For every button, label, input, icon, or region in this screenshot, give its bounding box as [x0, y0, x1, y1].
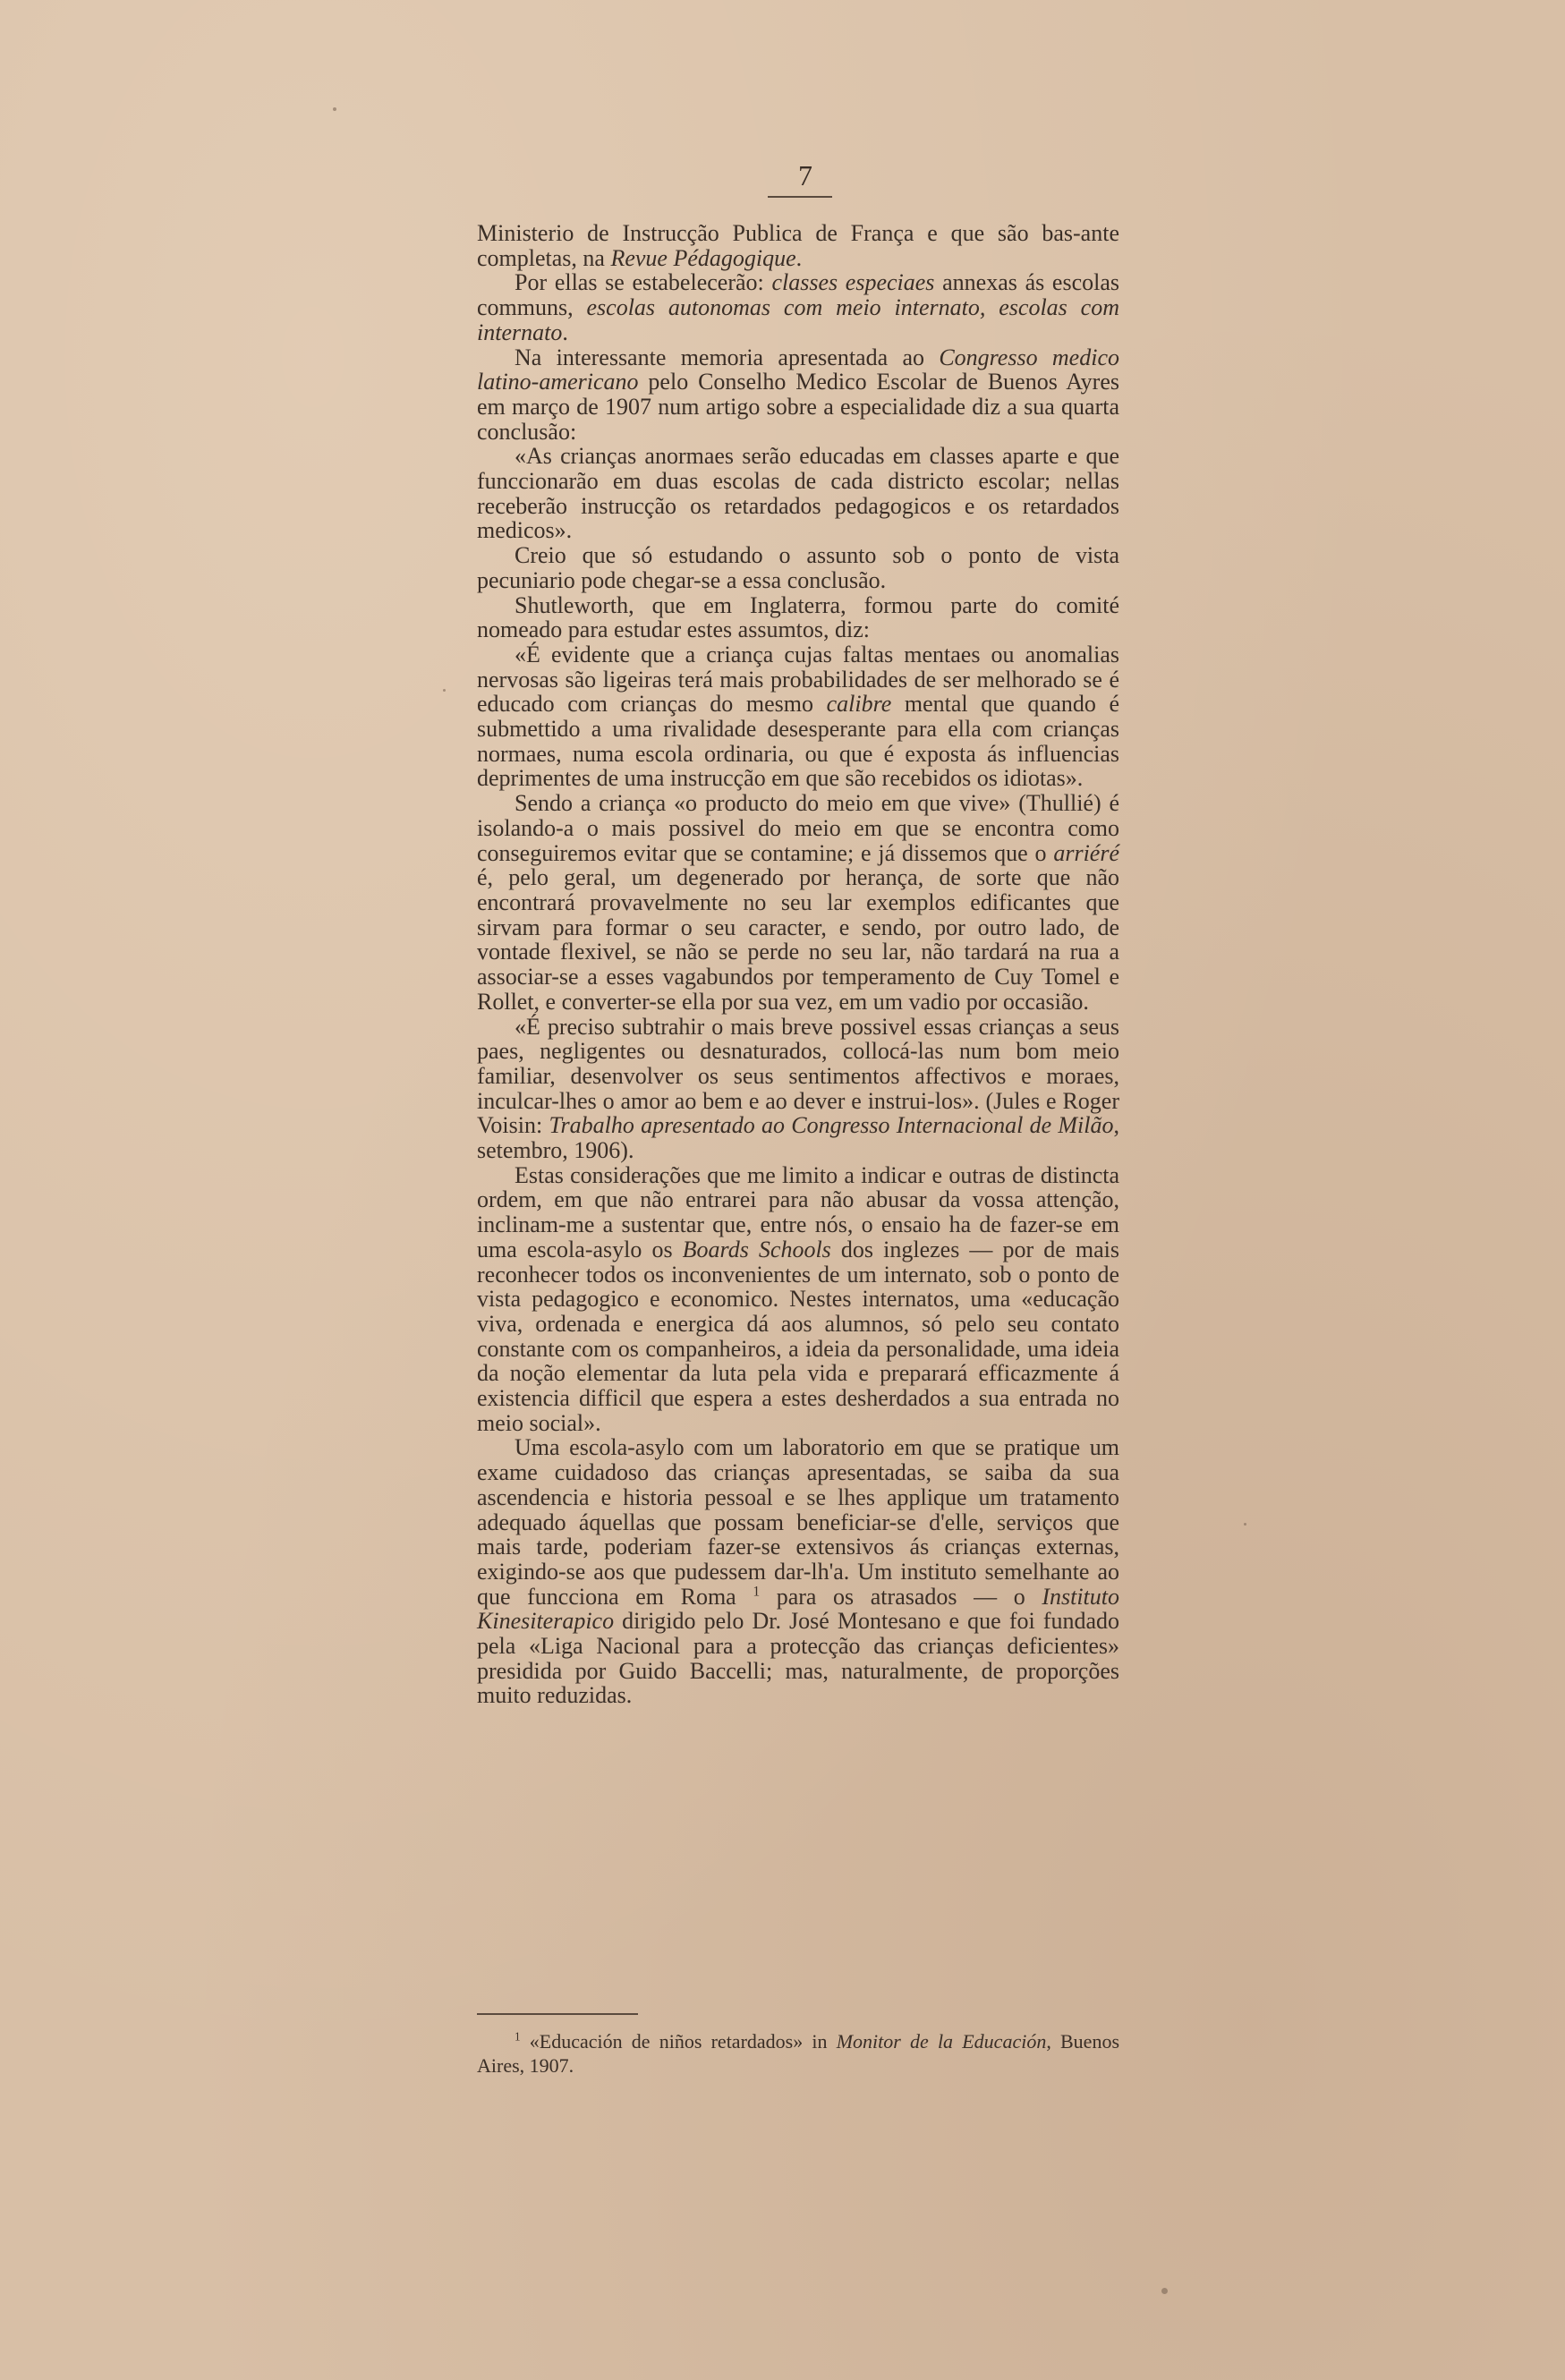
paragraph-9-quote: «É preciso subtrahir o mais breve possivel essas crianças a seus paes, negligentes ou desnaturados, collocá-las num bom meio familiar, desenvolver os seus sentimentos affectivos e moraes, inculcar-lhes o amor ao bem e ao dever e instrui-los». (Jules e Roger Voisin: Trabalho apresentado ao Congresso Internacional de Milão, setembro, 1906).: [477, 1013, 1119, 1164]
paper-speck: [1161, 2288, 1168, 2294]
paragraph-10: Estas considerações que me limito a indicar e outras de distincta ordem, em que não entrarei para não abusar da vossa attenção, inclinam-me a sustentar que, entre nós, o ensaio ha de fazer-se em uma escola-asylo os Boards Schools dos inglezes — por de mais reconhecer todos os inconvenientes de um internato, sob o ponto de vista pedagogico e economico. Nestes internatos, uma «educação viva, ordenada e energica dá aos alumnos, só pelo seu contato constante com os companheiros, a ideia da personalidade, uma ideia da noção elementar da luta pela vida e preparará efficazmente á existencia difficil que espera a estes desherdados a sua entrada no meio social».: [477, 1161, 1119, 1436]
paragraph-2: Por ellas se estabelecerão: classes especiaes annexas ás escolas communs, escolas autonomas com meio internato, escolas com internato.: [477, 269, 1120, 345]
page-number-rule: [768, 196, 832, 198]
paper-speck: [333, 107, 336, 111]
paragraph-6: Shutleworth, que em Inglaterra, formou parte do comité nomeado para estudar estes assumtos, diz:: [477, 591, 1119, 643]
paragraph-11: Uma escola-asylo com um laboratorio em que se pratique um exame cuidadoso das crianças apresentadas, se saiba da sua ascendencia e historia pessoal e se lhes applique um tratamento adequado áquellas que possam beneficiar-se d'elle, serviços que mais tarde, poderiam fazer-se extensivos ás crianças externas, exigindo-se aos que pudessem dar-lh'a. Um instituto semelhante ao que funcciona em Roma $^1$ para os atrasados — o Instituto Kinesiterapico dirigido pelo Dr. José Montesano e que foi fundado pela «Liga Nacional para a protecção das crianças deficientes» presidida por Guido Baccelli; mas, naturalmente, de proporções muito reduzidas.: [477, 1434, 1119, 1709]
footnote-reference: 1: [753, 1584, 761, 1600]
paper-speck: [443, 689, 446, 692]
footnote-marker: 1: [515, 2029, 521, 2044]
paragraph-1: Ministerio de Instrucção Publica de França e que são bas-ante completas, na Revue Pédagogique.: [477, 220, 1119, 271]
paragraph-7-quote: «É evidente que a criança cujas faltas mentaes ou anomalias nervosas são ligeiras terá mais probabilidades de ser melhorado se é educado com crianças do mesmo calibre mental que quando é submettido a uma rivalidade desesperante para ella com crianças normaes, numa escola ordinaria, ou que é exposta ás influencias deprimentes de uma instrucção em que são recebidos os idiotas».: [477, 641, 1119, 792]
page-number: 7: [798, 159, 812, 191]
paragraph-3: Na interessante memoria apresentada ao Congresso medico latino-americano pelo Conselho Medico Escolar de Buenos Ayres em março de 1907 num artigo sobre a especialidade diz a sua quarta conclusão:: [477, 344, 1119, 445]
paragraph-8: Sendo a criança «o producto do meio em que vive» (Thullié) é isolando-a o mais possivel do meio em que se encontra como conseguiremos evitar que se contamine; e já dissemos que o arriéré é, pelo geral, um degenerado por herança, de sorte que não encontrará provavelmente no seu lar exemplos edificantes que sirvam para formar o seu caracter, e sendo, por outro lado, de vontade flexivel, se não se perde no seu lar, não tardará na rua a associar-se a esses vagabundos por temperamento de Cuy Tomel e Rollet, e converter-se ella por sua vez, em um vadio por occasião.: [477, 790, 1119, 1015]
paragraph-4-quote: «As crianças anormaes serão educadas em classes aparte e que funccionarão em duas escolas de cada districto escolar; nellas receberão instrucção os retardados pedagogicos e os retardados medicos».: [477, 443, 1119, 544]
paper-speck: [1244, 1523, 1246, 1526]
paragraph-5: Creio que só estudando o assunto sob o ponto de vista pecuniario pode chegar-se a essa conclusão.: [477, 542, 1119, 593]
footnote: $^1$ «Educación de niños retardados» in Monitor de la Educación, Buenos Aires, 1907.: [477, 2029, 1120, 2077]
footnote-rule: [477, 2013, 638, 2015]
body-text: [477, 221, 1119, 1708]
